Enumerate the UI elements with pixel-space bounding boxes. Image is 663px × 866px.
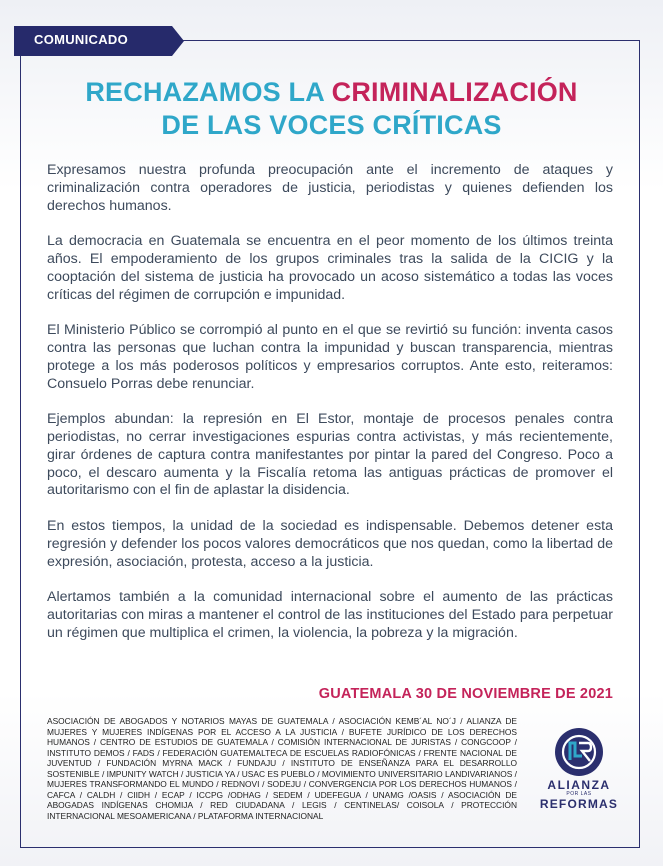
body-text [47,162,613,660]
date-line: GUATEMALA 30 DE NOVIEMBRE DE 2021 [318,686,613,702]
logo-word-por-las: POR LAS [566,791,592,797]
logo-emblem-icon [555,728,603,776]
headline-part-2: CRIMINALIZACIÓN [331,77,578,107]
logo-circle-icon [555,728,603,776]
ribbon-label: COMUNICADO [34,32,128,47]
alianza-logo [533,728,625,820]
headline-line-2: DE LAS VOCES CRÍTICAS [161,110,502,140]
paragraph-5: En estos tiempos, la unidad de la sociedad es indispensable. Debemos detener esta regresión y defender los pocos valores democráticos que nos quedan, como la libertad de expresión, asociación, protesta, acceso a la justicia. [47,517,613,570]
headline-line-1 [0,76,663,109]
signatories-list: ASOCIACIÓN DE ABOGADOS Y NOTARIOS MAYAS DE GUATEMALA / ASOCIACIÓN KEMB´AL NO´J / ALIANZA DE MUJERES Y MUJERES INDÍGENAS POR EL ACCESO A LA JUSTICIA / BUFETE JURÍDICO DE LOS DERECHOS HUMANOS / CENTRO DE ESTUDIOS DE GUATEMALA / COMISIÓN INTERNACIONAL DE JURISTAS / CONGCOOP / INSTITUTO DEMOS / FADS / FEDERACIÓN GUATEMALTECA DE ESCUELAS RADIOFÓNICAS / FRENTE NACIONAL DE JUVENTUD / FUNDACIÓN MYRNA MACK / FUNDAJU / INSTITUTO DE ENSEÑANZA PARA EL DESARROLLO SOSTENIBLE / IMPUNITY WATCH / JUSTICIA YA / USAC ES PUEBLO / MOVIMIENTO UNIVERSITARIO LANDIVARIANOS / MUJERES TRANSFORMANDO EL MUNDO / REDNOVI / SODEJU / CONVERGENCIA POR LOS DERECHOS HUMANOS / CAFCA / CALDH / CIIDH / ECAP / ICCPG /ODHAG / SEDEM / UDEFEGUA / UNAMG /OASIS / ASOCIACIÓN DE ABOGADAS INDÍGENAS CHOMIJA / RED CIUDADANA / LEGIS / CENTINELAS/ COISOLA / PROTECCIÓN INTERNACIONAL MESOAMERICANA / PLATAFORMA INTERNACIONAL [47,716,517,821]
paragraph-6: Alertamos también a la comunidad internacional sobre el aumento de las prácticas autoritarias con miras a mantener el control de las instituciones del Estado para perpetuar un régimen que multiplica el crimen, la violencia, la pobreza y la migración. [47,589,613,641]
logo-word-reformas: REFORMAS [539,797,619,811]
paragraph-2: La democracia en Guatemala se encuentra en el peor momento de los últimos treinta años. El empoderamiento de los grupos criminales tras la salida de la CICIG y la cooptación del sistema de justicia ha provocado un acoso sistemático a todas las voces críticas del régimen de corrupción e impunidad. [47,233,613,303]
paragraph-1: Expresamos nuestra profunda preocupación ante el incremento de ataques y criminalización contra operadores de justicia, periodistas y quienes defienden los derechos humanos. [47,162,613,214]
paragraph-3: El Ministerio Público se corrompió al punto en el que se revirtió su función: inventa casos contra las personas que luchan contra la impunidad y buscan transparencia, mientras protege a los más poderosos políticos y empresarios corruptos. Ante esto, reiteramos: Consuelo Porras debe renunciar. [47,322,613,392]
logo-word-alianza: ALIANZA [547,778,611,792]
headline-part-1: RECHAZAMOS LA [85,77,332,107]
paragraph-4: Ejemplos abundan: la represión en El Estor, montaje de procesos penales contra periodistas, no cerrar investigaciones espurias contra activistas, y más recientemente, girar órdenes de captura contra manifestantes por pintar la pared del Congreso. Poco a poco, el descaro aumenta y la Fiscalía retoma las antiguas prácticas de promover el autoritarismo con el fin de aplastar la disidencia. [47,411,613,499]
